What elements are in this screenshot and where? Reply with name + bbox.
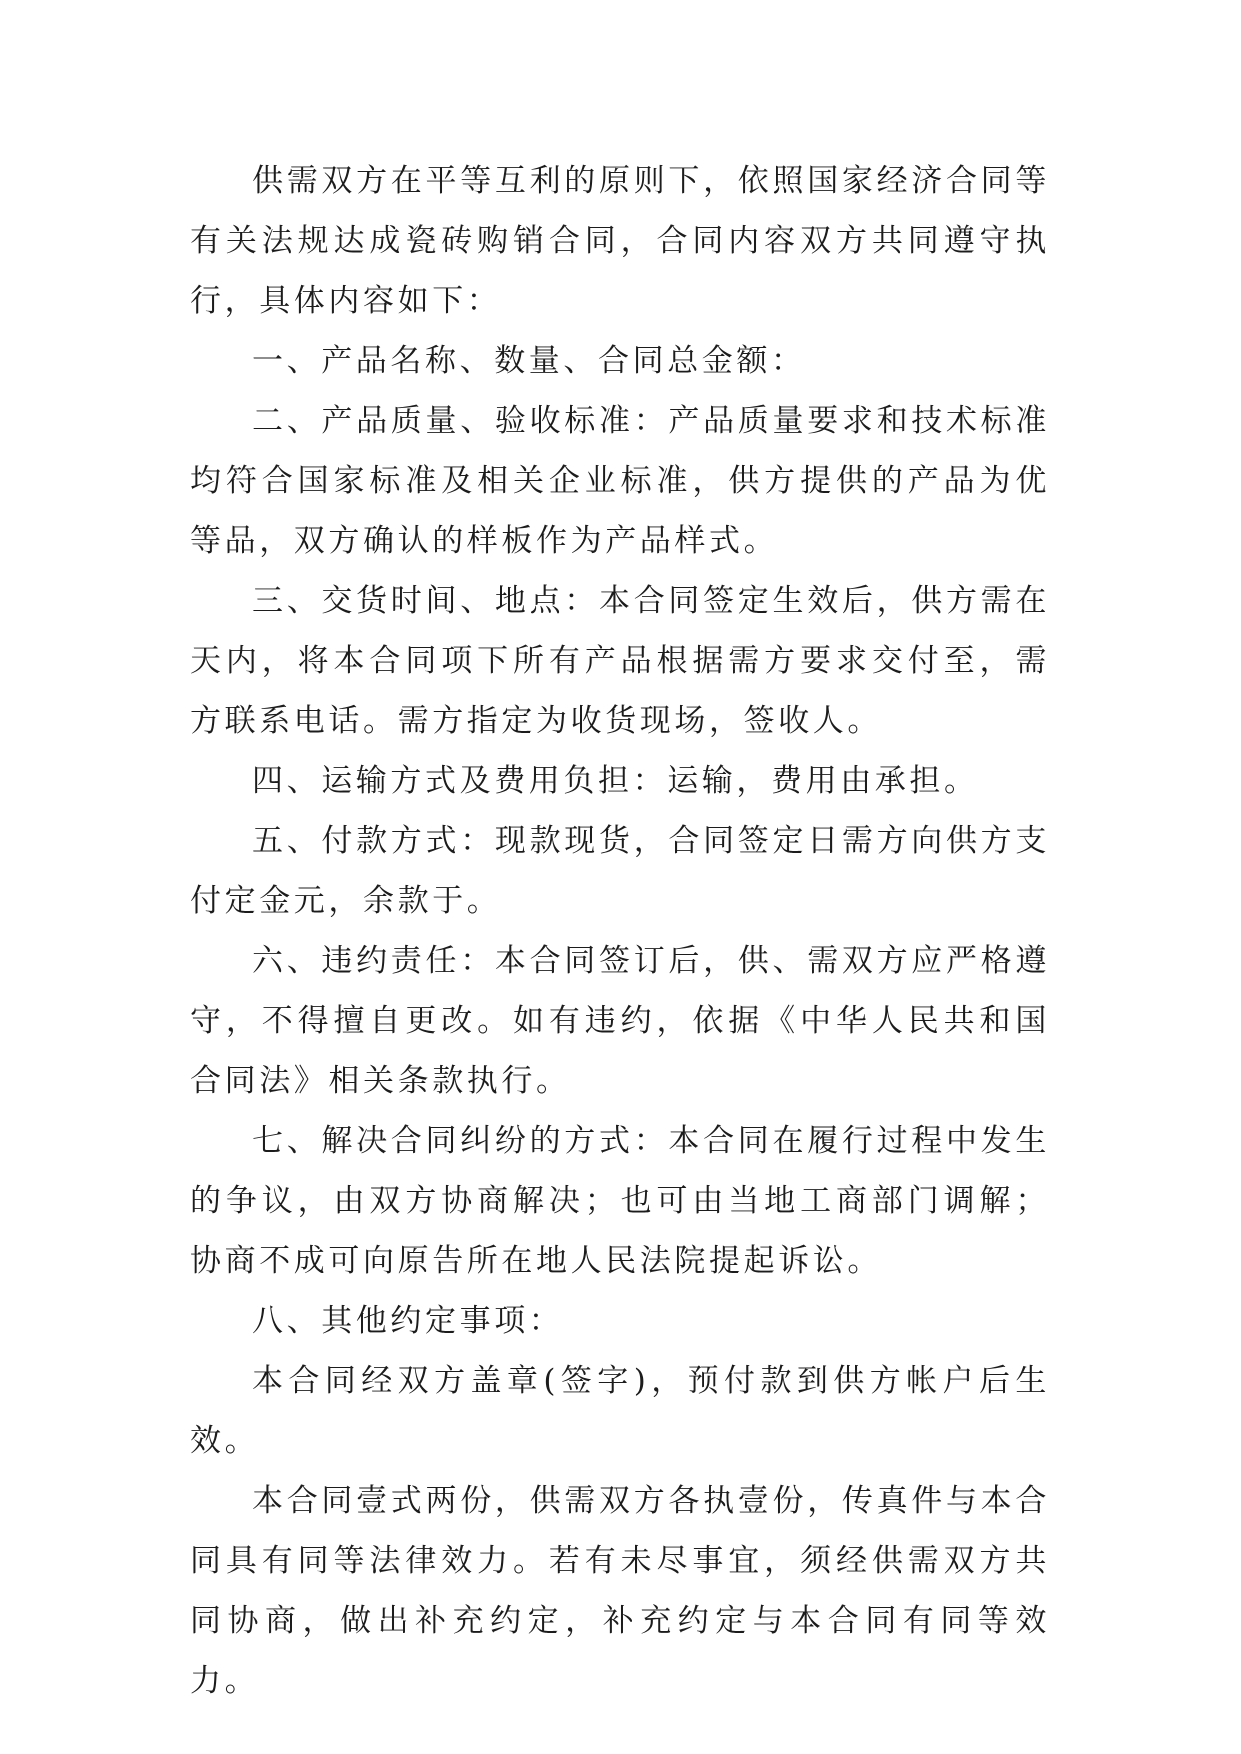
clause-dispute: 七、解决合同纠纷的方式：本合同在履行过程中发生的争议，由双方协商解决；也可由当地工商部门调解；协商不成可向原告所在地人民法院提起诉讼。 xyxy=(190,1123,1050,1279)
effective-paragraph: 本合同经双方盖章(签字)，预付款到供方帐户后生效。 xyxy=(190,1363,1050,1459)
clause-payment: 五、付款方式：现款现货，合同签定日需方向供方支付定金元，余款于。 xyxy=(190,823,1050,919)
clause-breach: 六、违约责任：本合同签订后，供、需双方应严格遵守，不得擅自更改。如有违约，依据《中华人民共和国合同法》相关条款执行。 xyxy=(190,943,1050,1099)
clause-other: 八、其他约定事项： xyxy=(252,1303,564,1339)
contract-body xyxy=(190,151,1050,1711)
intro-paragraph: 供需双方在平等互利的原则下，依照国家经济合同等有关法规达成瓷砖购销合同，合同内容双方共同遵守执行，具体内容如下： xyxy=(190,163,1050,319)
clause-product-name: 一、产品名称、数量、合同总金额： xyxy=(252,343,806,379)
copies-paragraph: 本合同壹式两份，供需双方各执壹份，传真件与本合同具有同等法律效力。若有未尽事宜，须经供需双方共同协商，做出补充约定，补充约定与本合同有同等效力。 xyxy=(190,1483,1050,1699)
clause-transport: 四、运输方式及费用负担：运输，费用由承担。 xyxy=(252,763,979,799)
clause-quality-standard: 二、产品质量、验收标准：产品质量要求和技术标准均符合国家标准及相关企业标准，供方提供的产品为优等品，双方确认的样板作为产品样式。 xyxy=(190,403,1050,559)
clause-delivery: 三、交货时间、地点：本合同签定生效后，供方需在天内，将本合同项下所有产品根据需方要求交付至，需方联系电话。需方指定为收货现场，签收人。 xyxy=(190,583,1050,739)
